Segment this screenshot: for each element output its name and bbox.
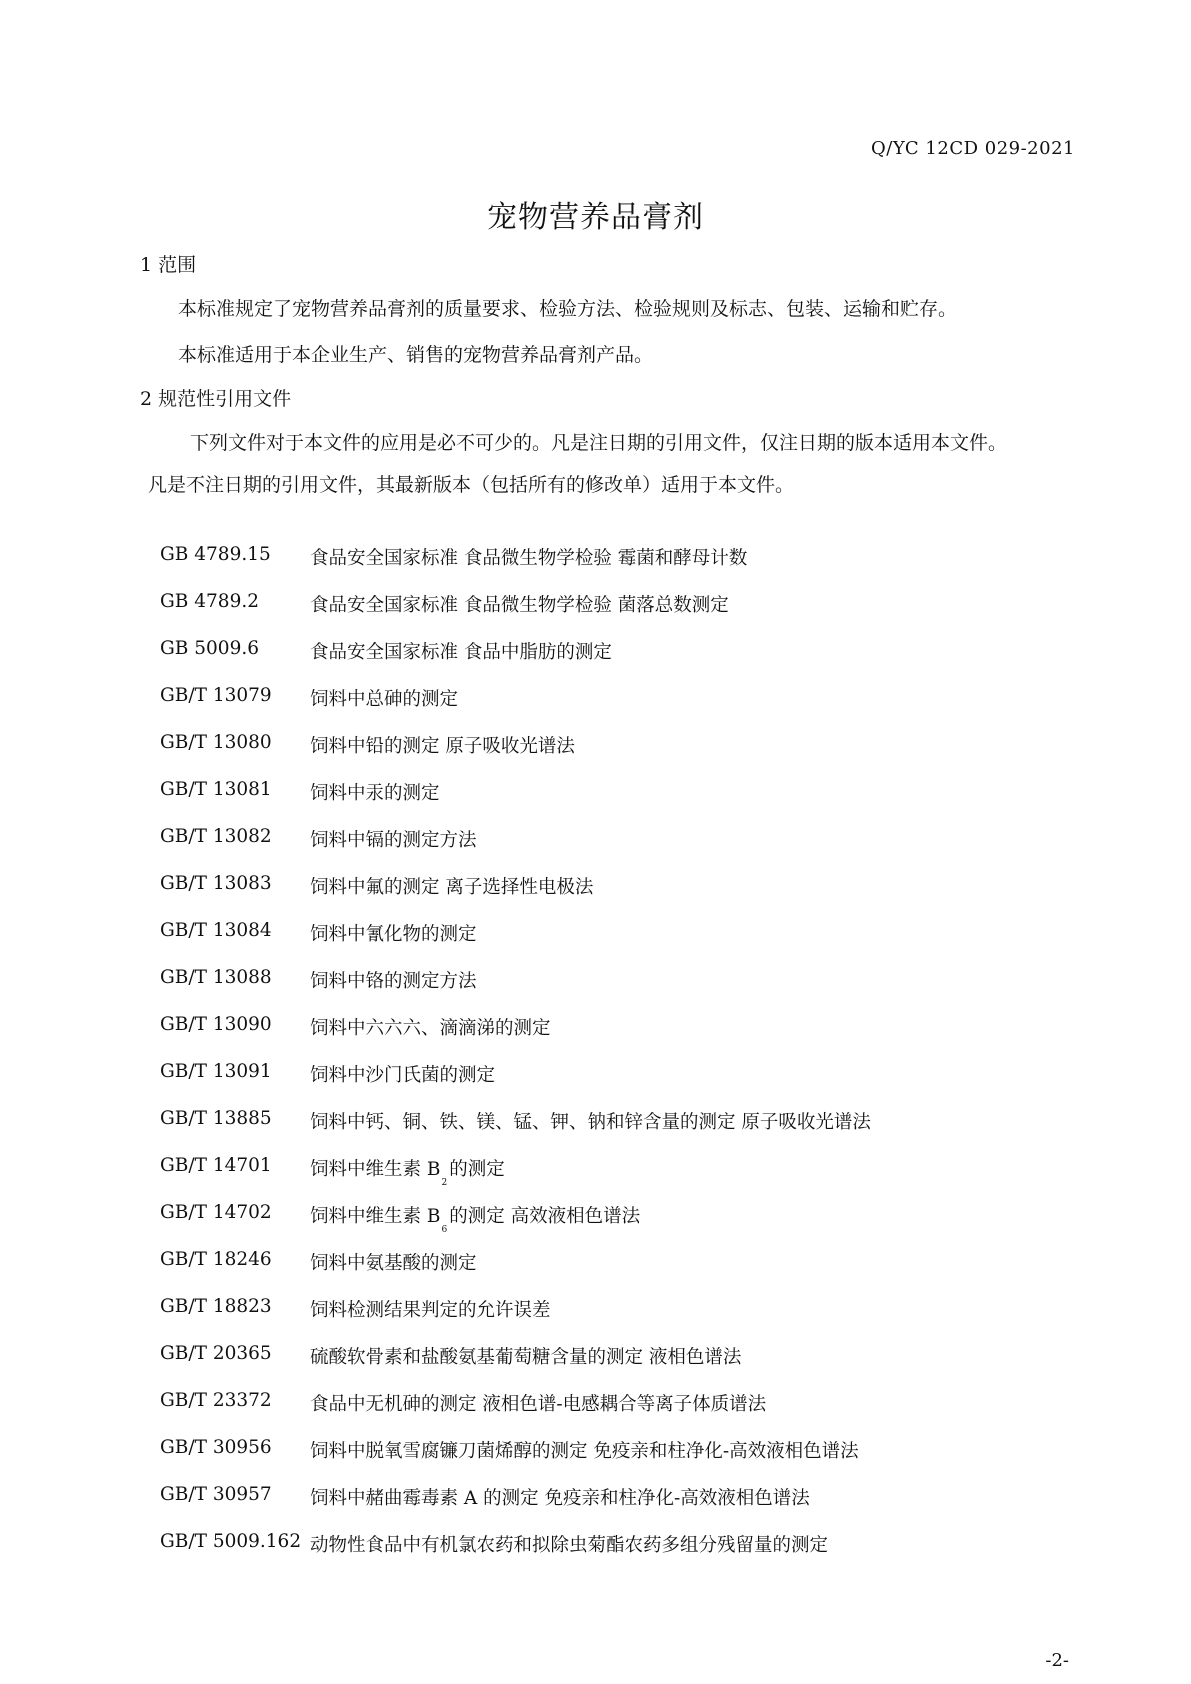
reference-item (160, 1202, 871, 1249)
section-2-heading: 2 规范性引用文件 (140, 388, 292, 410)
scope-paragraph-1: 本标准规定了宠物营养品膏剂的质量要求、检验方法、检验规则及标志、包装、运输和贮存。 (178, 298, 958, 320)
reference-code: GB/T 30957 (160, 1484, 272, 1505)
reference-code: GB/T 13079 (160, 685, 272, 706)
reference-item (160, 779, 871, 826)
reference-code: GB/T 18246 (160, 1249, 272, 1270)
reference-title: 食品安全国家标准 食品微生物学检验 霉菌和酵母计数 (310, 548, 748, 569)
reference-title: 饲料中氨基酸的测定 (310, 1253, 477, 1274)
reference-item (160, 591, 871, 638)
reference-item (160, 873, 871, 920)
reference-item (160, 920, 871, 967)
reference-title: 食品安全国家标准 食品微生物学检验 菌落总数测定 (310, 595, 729, 616)
reference-title: 硫酸软骨素和盐酸氨基葡萄糖含量的测定 液相色谱法 (310, 1347, 742, 1368)
subscript: 6 (441, 1225, 448, 1235)
scope-paragraph-2: 本标准适用于本企业生产、销售的宠物营养品膏剂产品。 (178, 344, 654, 366)
reference-item (160, 826, 871, 873)
reference-title: 食品安全国家标准 食品中脂肪的测定 (310, 642, 612, 663)
reference-item (160, 1390, 871, 1437)
reference-code: GB 5009.6 (160, 638, 259, 659)
standard-code: Q/YC 12CD 029-2021 (871, 138, 1075, 159)
reference-item (160, 1061, 871, 1108)
reference-title: 饲料中铬的测定方法 (310, 971, 477, 992)
reference-code: GB/T 13083 (160, 873, 272, 894)
reference-code: GB/T 13090 (160, 1014, 272, 1035)
reference-code: GB/T 13091 (160, 1061, 272, 1082)
reference-code: GB 4789.2 (160, 591, 259, 612)
reference-item (160, 1249, 871, 1296)
reference-title: 饲料中脱氧雪腐镰刀菌烯醇的测定 免疫亲和柱净化-高效液相色谱法 (310, 1441, 859, 1462)
section-1-heading: 1 范围 (140, 254, 197, 276)
reference-code: GB/T 13084 (160, 920, 272, 941)
subscript: 2 (441, 1178, 448, 1188)
reference-item (160, 638, 871, 685)
reference-item (160, 1437, 871, 1484)
reference-code: GB/T 30956 (160, 1437, 272, 1458)
reference-code: GB/T 13080 (160, 732, 272, 753)
reference-title: 饲料中沙门氏菌的测定 (310, 1065, 496, 1086)
reference-code: GB/T 13885 (160, 1108, 272, 1129)
reference-title-text: 饲料中维生素 B (310, 1159, 441, 1180)
reference-code: GB/T 13082 (160, 826, 272, 847)
reference-item (160, 544, 871, 591)
reference-title: 食品中无机砷的测定 液相色谱-电感耦合等离子体质谱法 (310, 1394, 767, 1415)
reference-code: GB/T 18823 (160, 1296, 272, 1317)
reference-title: 饲料中六六六、滴滴涕的测定 (310, 1018, 551, 1039)
reference-item (160, 732, 871, 779)
reference-item (160, 1343, 871, 1390)
reference-code: GB/T 13081 (160, 779, 272, 800)
reference-title (310, 1202, 641, 1235)
reference-item (160, 685, 871, 732)
references-intro-line-2: 凡是不注日期的引用文件，其最新版本（包括所有的修改单）适用于本文件。 (148, 474, 795, 496)
reference-title: 饲料中氟的测定 离子选择性电极法 (310, 877, 594, 898)
reference-code: GB/T 5009.162 (160, 1531, 302, 1552)
reference-title-text: 的测定 (449, 1159, 505, 1180)
reference-item (160, 1531, 871, 1578)
page-number: -2- (1045, 1650, 1069, 1671)
reference-title-text: 饲料中维生素 B (310, 1206, 441, 1227)
reference-title: 饲料中汞的测定 (310, 783, 440, 804)
reference-title: 饲料中镉的测定方法 (310, 830, 477, 851)
reference-code: GB/T 23372 (160, 1390, 272, 1411)
reference-title: 饲料中总砷的测定 (310, 689, 459, 710)
document-title: 宠物营养品膏剂 (487, 200, 704, 235)
reference-code: GB/T 13088 (160, 967, 272, 988)
reference-item (160, 1296, 871, 1343)
reference-title (310, 1155, 505, 1188)
reference-item (160, 1155, 871, 1202)
reference-item (160, 967, 871, 1014)
reference-code: GB/T 14702 (160, 1202, 272, 1223)
reference-code: GB/T 20365 (160, 1343, 272, 1364)
reference-item (160, 1014, 871, 1061)
reference-title: 饲料中赭曲霉毒素 A 的测定 免疫亲和柱净化-高效液相色谱法 (310, 1488, 810, 1509)
reference-item (160, 1484, 871, 1531)
reference-list (160, 544, 871, 1578)
references-intro-line-1: 下列文件对于本文件的应用是必不可少的。凡是注日期的引用文件，仅注日期的版本适用本文件。 (190, 432, 1008, 454)
reference-title: 动物性食品中有机氯农药和拟除虫菊酯农药多组分残留量的测定 (310, 1535, 829, 1556)
reference-title-text: 的测定 高效液相色谱法 (449, 1206, 641, 1227)
reference-title: 饲料检测结果判定的允许误差 (310, 1300, 551, 1321)
reference-item (160, 1108, 871, 1155)
reference-title: 饲料中钙、铜、铁、镁、锰、钾、钠和锌含量的测定 原子吸收光谱法 (310, 1112, 871, 1133)
reference-title: 饲料中氰化物的测定 (310, 924, 477, 945)
reference-code: GB/T 14701 (160, 1155, 272, 1176)
reference-code: GB 4789.15 (160, 544, 271, 565)
reference-title: 饲料中铅的测定 原子吸收光谱法 (310, 736, 575, 757)
